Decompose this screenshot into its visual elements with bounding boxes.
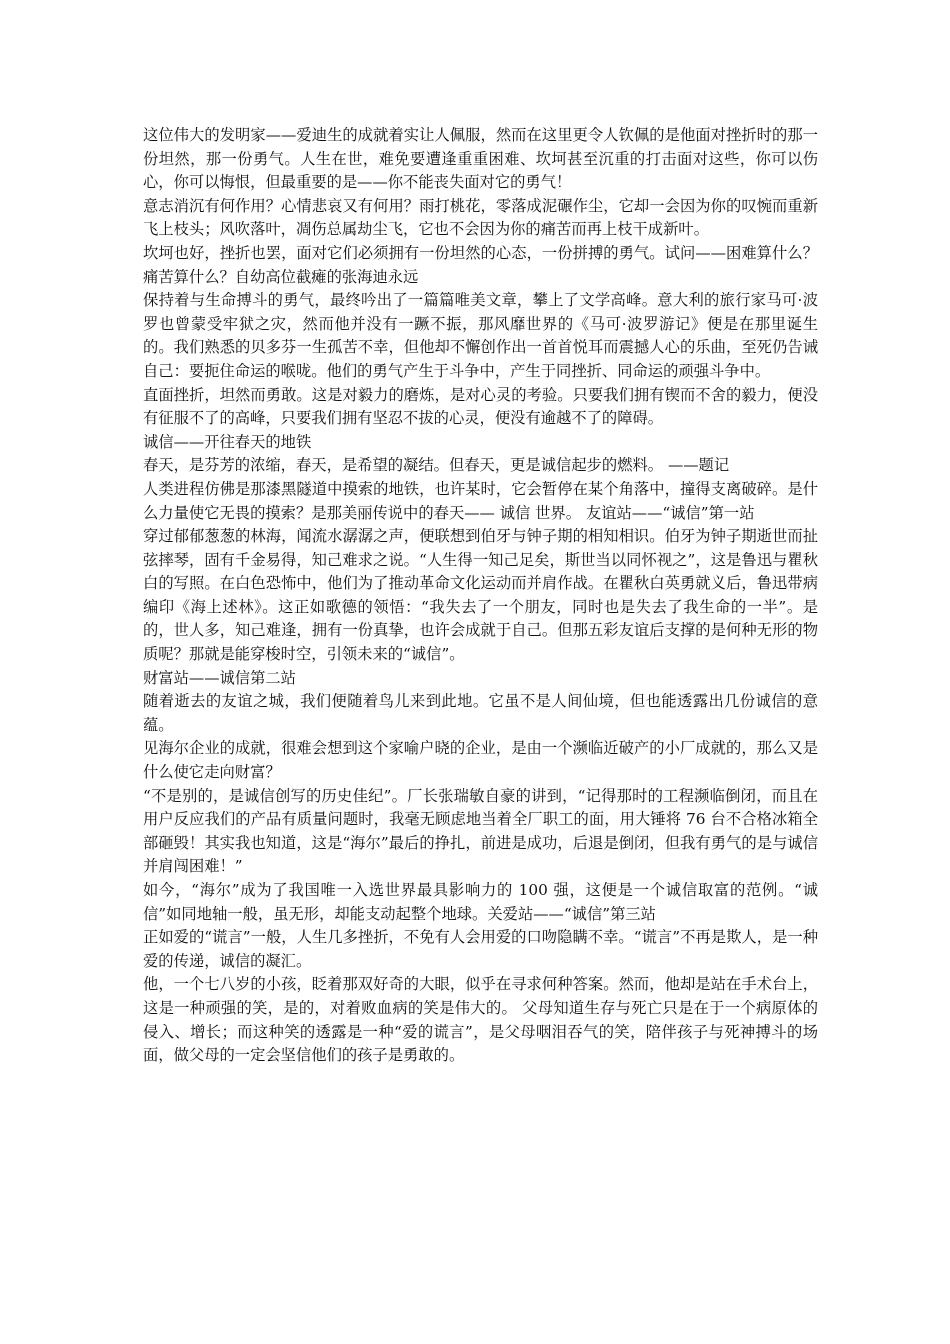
paragraph: “不是别的，是诚信创写的历史佳纪”。厂长张瑞敏自豪的讲到，“记得那时的工程濒临倒闭，而且在用户反应我们的产品有质量问题时，我毫无顾虑地当着全厂职工的面，用大锤将 76 台不合格冰箱全部砸毁！其实我也知道，这是“海尔”最后的挣扎，前进是成功，后退是倒闭，但我有勇气的是与诚信并肩闯困难！” — [143, 786, 818, 876]
document-page — [143, 124, 818, 1068]
section-heading: 财富站——诚信第二站 — [143, 668, 296, 687]
paragraph: 保持着与生命搏斗的勇气，最终吟出了一篇篇唯美文章，攀上了文学高峰。意大利的旅行家马可·波罗也曾蒙受牢狱之灾，然而他并没有一蹶不振，那风靡世界的《马可·波罗游记》便是在那里诞生的。我们熟悉的贝多芬一生孤苦不幸，但他却不懈创作出一首首悦耳而震撼人心的乐曲，至死仍告诫自己：要扼住命运的喉咙。他们的勇气产生于斗争中，产生于同挫折、同命运的顽强斗争中。 — [143, 291, 818, 380]
section-heading: 诚信——开往春天的地铁 — [143, 432, 312, 451]
paragraph: 意志消沉有何作用？心情悲哀又有何用？雨打桃花，零落成泥碾作尘，它却一会因为你的叹惋而重新飞上枝头；风吹落叶，凋伤总属劫尘飞，它也不会因为你的痛苦而再上枝干成新叶。 — [143, 196, 818, 239]
paragraph: 直面挫折，坦然而勇敢。这是对毅力的磨炼，是对心灵的考验。只要我们拥有锲而不舍的毅力，便没有征服不了的高峰，只要我们拥有坚忍不拔的心灵，便没有逾越不了的障碍。 — [143, 385, 818, 428]
paragraph: 人类进程仿佛是那漆黑隧道中摸索的地铁，也许某时，它会暂停在某个角落中，撞得支离破碎。是什么力量使它无畏的摸索？是那美丽传说中的春天—— 诚信 世界。 友谊站——“诚信”第一站 — [143, 479, 818, 522]
paragraph: 这位伟大的发明家——爱迪生的成就着实让人佩服，然而在这里更令人钦佩的是他面对挫折时的那一份坦然，那一份勇气。人生在世，难免要遭逢重重困难、坎坷甚至沉重的打击面对这些，你可以伤心，你可以悔恨，但最重要的是——你不能丧失面对它的勇气！ — [143, 126, 818, 192]
paragraph: 春天，是芬芳的浓缩，春天，是希望的凝结。但春天，更是诚信起步的燃料。 ——题记 — [143, 456, 730, 475]
paragraph: 如今，“海尔”成为了我国唯一入选世界最具影响力的 100 强，这便是一个诚信取富的范例。“诚信”如同地轴一般，虽无形，却能支动起整个地球。关爱站——“诚信”第三站 — [143, 881, 818, 923]
paragraph: 穿过郁郁葱葱的林海，闻流水潺潺之声，便联想到伯牙与钟子期的相知相识。伯牙为钟子期逝世而扯弦摔琴，固有千金易得，知己难求之说。“人生得一知己足矣，斯世当以同怀视之”，这是鲁迅与瞿秋白的写照。在白色恐怖中，他们为了推动革命文化运动而并肩作战。在瞿秋白英勇就义后，鲁迅带病编印《海上述林》。这正如歌德的领悟：“我失去了一个朋友，同时也是失去了我生命的一半”。是的，世人多，知己难逢，拥有一份真挚，也许会成就于自己。但那五彩友谊后支撑的是何种无形的物质呢？那就是能穿梭时空，引领未来的“诚信”。 — [143, 527, 818, 664]
paragraph: 他，一个七八岁的小孩，眨着那双好奇的大眼，似乎在寻求何种答案。然而，他却是站在手术台上，这是一种顽强的笑，是的，对着败血病的笑是伟大的。 父母知道生存与死亡只是在于一个病原体的侵入、增长；而这种笑的透露是一种“爱的谎言”，是父母咽泪吞气的笑，陪伴孩子与死神搏斗的场面，做父母的一定会坚信他们的孩子是勇敢的。 — [143, 975, 818, 1065]
paragraph: 正如爱的“谎言”一般，人生几多挫折，不免有人会用爱的口吻隐瞒不幸。“谎言”不再是欺人，是一种爱的传递，诚信的凝汇。 — [143, 928, 818, 970]
paragraph: 见海尔企业的成就，很难会想到这个家喻户晓的企业，是由一个濒临近破产的小厂成就的，那么又是什么使它走向财富？ — [143, 739, 818, 782]
paragraph: 随着逝去的友谊之城，我们便随着鸟儿来到此地。它虽不是人间仙境，但也能透露出几份诚信的意蕴。 — [143, 692, 818, 734]
paragraph: 坎坷也好，挫折也罢，面对它们必须拥有一份坦然的心态，一份拼搏的勇气。试问——困难算什么？痛苦算什么？自幼高位截瘫的张海迪永远 — [143, 243, 818, 286]
